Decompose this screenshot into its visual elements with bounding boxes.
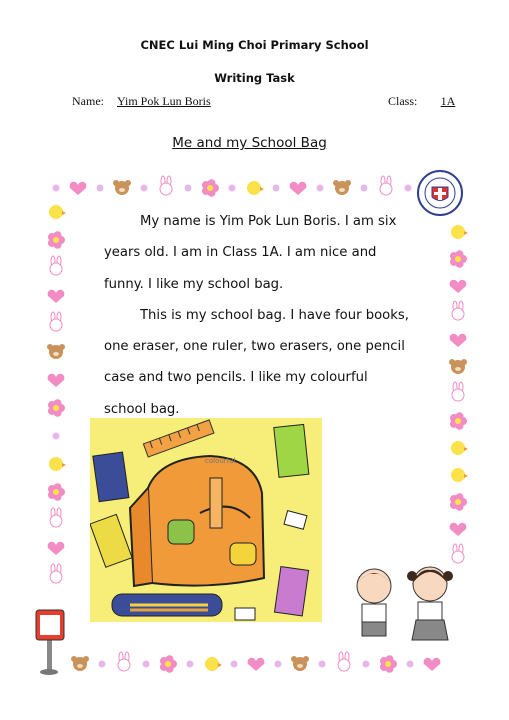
paragraph-2: This is my school bag. I have four books, one eraser, one ruler, two erasers, one pencil case and two pencils. I like my colourful school bag. [104, 307, 409, 417]
task-title: Writing Task [214, 71, 295, 85]
bunny-icon [160, 176, 172, 195]
flower-icon [450, 250, 467, 268]
dot-icon [363, 661, 370, 668]
heart-icon [424, 658, 441, 671]
bear-icon [449, 359, 467, 374]
bunny-icon [50, 508, 62, 527]
heart-icon [48, 542, 65, 555]
dot-icon [229, 185, 236, 192]
dot-icon [361, 185, 368, 192]
bunny-icon [452, 301, 464, 320]
dot-icon [97, 185, 104, 192]
heart-icon [248, 658, 265, 671]
flower-icon [450, 493, 467, 511]
school-bag-drawing [90, 418, 322, 622]
dot-icon [319, 661, 326, 668]
flower-icon [160, 655, 177, 673]
chick-icon [451, 225, 468, 239]
heart-icon [290, 182, 307, 195]
dot-icon [141, 185, 148, 192]
school-logo [417, 170, 463, 216]
bear-icon [291, 656, 309, 671]
dot-icon [187, 661, 194, 668]
dot-icon [405, 185, 412, 192]
heart-icon [70, 182, 87, 195]
school-name: CNEC Lui Ming Choi Primary School [140, 38, 369, 52]
bunny-icon [50, 312, 62, 331]
composition-title: Me and my School Bag [172, 135, 327, 151]
bunny-icon [452, 382, 464, 401]
dot-icon [275, 661, 282, 668]
dot-icon [99, 661, 106, 668]
heart-icon [48, 290, 65, 303]
bus-stop-sign-icon [33, 606, 67, 676]
heart-icon [450, 523, 467, 536]
flower-icon [48, 399, 65, 417]
pencil-case-icon [112, 594, 222, 616]
dot-icon [143, 661, 150, 668]
dot-icon [273, 185, 280, 192]
chick-icon [49, 205, 66, 219]
flower-icon [48, 231, 65, 249]
eraser-icon [235, 608, 255, 620]
book-icon [93, 452, 129, 502]
book-icon [274, 424, 309, 477]
bear-icon [71, 656, 89, 671]
dot-icon [317, 185, 324, 192]
bunny-icon [50, 256, 62, 275]
dot-icon [231, 661, 238, 668]
bear-icon [113, 180, 131, 195]
flower-icon [202, 179, 219, 197]
book-icon [274, 567, 308, 616]
flower-icon [48, 483, 65, 501]
class-label: Class: [388, 94, 418, 108]
bunny-icon [338, 652, 350, 671]
bear-icon [333, 180, 351, 195]
composition-body [104, 206, 414, 425]
dot-icon [53, 185, 60, 192]
bear-icon [47, 344, 65, 359]
name-label: Name: [72, 94, 104, 108]
dot-icon [185, 185, 192, 192]
chick-icon [451, 441, 468, 455]
bunny-icon [380, 176, 392, 195]
bunny-icon [118, 652, 130, 671]
bunny-icon [50, 564, 62, 583]
paragraph-1: My name is Yim Pok Lun Boris. I am six years old. I am in Class 1A. I am nice and funny. I like my school bag. [104, 214, 397, 292]
dot-icon [53, 433, 60, 440]
heart-icon [450, 334, 467, 347]
heart-icon [450, 280, 467, 293]
flower-icon [380, 655, 397, 673]
chick-icon [49, 457, 66, 471]
kids-illustration [342, 560, 464, 650]
chick-icon [451, 468, 468, 482]
drawing-caption: colourful [205, 457, 236, 465]
name-value: Yim Pok Lun Boris [117, 94, 211, 108]
class-value: 1A [440, 94, 456, 108]
heart-icon [48, 374, 65, 387]
chick-icon [205, 657, 222, 671]
flower-icon [450, 412, 467, 430]
chick-icon [247, 181, 264, 195]
dot-icon [407, 661, 414, 668]
